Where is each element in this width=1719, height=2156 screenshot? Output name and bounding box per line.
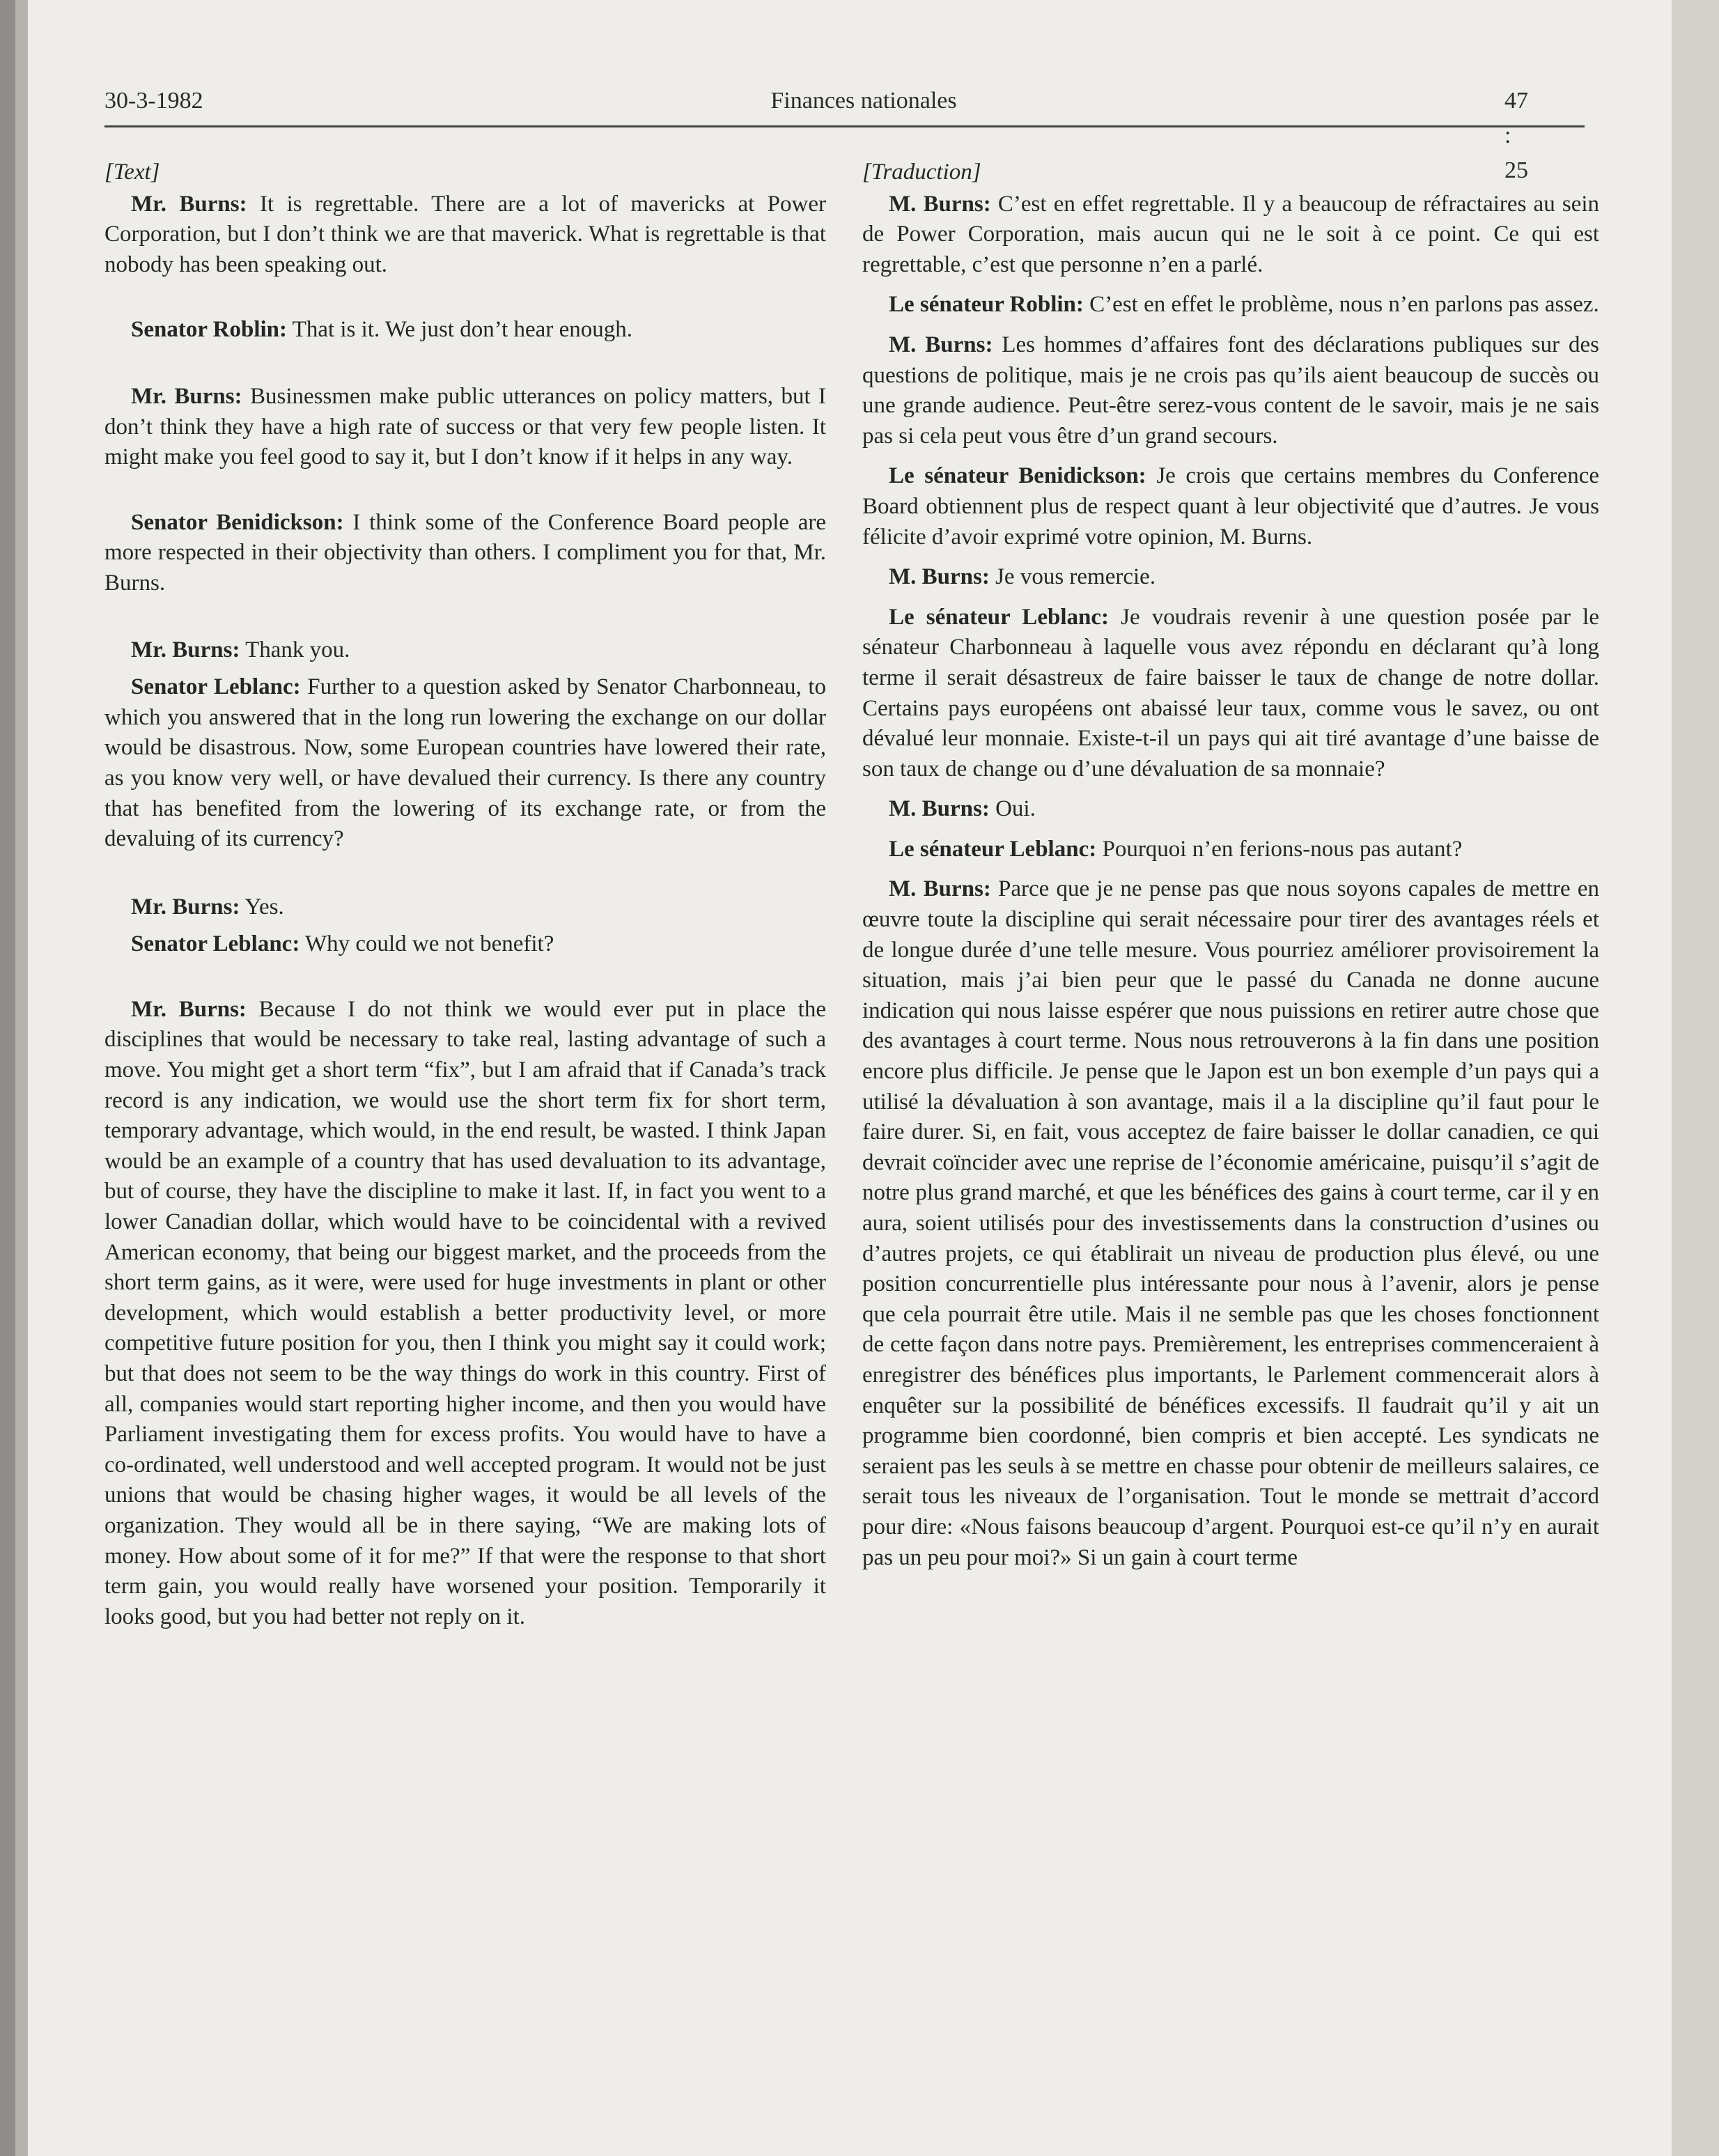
speech-paragraph xyxy=(104,315,826,346)
speech-paragraph xyxy=(862,330,1599,451)
speech-paragraph xyxy=(104,929,826,960)
english-column xyxy=(104,157,826,1632)
speech-text: Pourquoi n’en ferions-nous pas autant? xyxy=(1096,836,1463,862)
french-column xyxy=(862,157,1599,1573)
speech-paragraph xyxy=(104,995,826,1632)
speaker-name: Le sénateur Roblin: xyxy=(889,292,1084,318)
speech-paragraph xyxy=(862,835,1599,865)
speech-paragraph xyxy=(104,508,826,599)
speech-text: Thank you. xyxy=(240,637,350,662)
speech-paragraph xyxy=(862,874,1599,1573)
speech-paragraph xyxy=(862,461,1599,552)
speech-text: Yes. xyxy=(240,894,284,920)
speaker-name: Senator Roblin: xyxy=(131,317,288,343)
speech-text: Because I do not think we would ever put in place the disciplines that would be necessary to take real, lasting advantage of such a move. You might get a short term “fix”, but I am afraid that if Canada’s track record is any indication, we would use the short term fix for short term, temporary advantage, which would, in the end result, be wasted. I think Japan would be an example of a country that has used devaluation to its advantage, but of course, they have the discipline to make it last. If, in fact you went to a lower Canadian dollar, which would have to be coincidental with a revived American economy, that being our biggest market, and the proceeds from the short term gains, as it were, were used for huge investments in plant or other development, which would establish a better productivity level, or more competitive future position for you, then I think you might say it could work; but that does not seem to be the way things do work in this country. First of all, companies would start reporting higher income, and then you would have Parliament investigating them for excess profits. You would have to have a co-ordinated, well understood and well accepted program. It would not be just unions that would be chasing higher wages, it would be all levels of the organization. They would all be in there saying, “We are making lots of money. How about some of it for me?” If that were the response to that short term gain, you would really have worsened your position. Temporarily it looks good, but you had better not reply on it. xyxy=(104,996,826,1629)
header-rule xyxy=(104,125,1585,127)
speech-text: Parce que je ne pense pas que nous soyons capales de mettre en œuvre toute la discipline qui serait nécessaire pour tirer des avantages réels et de longue durée d’une telle mesure. Vous pourriez améliorer provisoirement la situation, mais j’ai bien peur que le passé du Canada ne donne aucune indication qui nous laisse espérer que nous puissions en retirer autre chose que des avantages à court terme. Nous nous retrouverons à la fin dans une position encore plus difficile. Je pense que le Japon est un bon exemple d’un pays qui a utilisé la dévaluation à son avantage, mais il a la discipline qu’il faut pour le faire durer. Si, en fait, vous acceptez de faire baisser le dollar canadien, ce qui devrait coïncider avec une reprise de l’économie américaine, puisqu’il s’agit de notre plus grand marché, et que les bénéfices des gains à court terme, car il y en aura, soient utilisés pour des investissements dans la construction d’usines ou d’autres projets, ce qui établirait un niveau de production plus élevé, ou une position concurrentielle plus intéressante pour nous à l’avenir, alors je pense que cela pourrait être utile. Mais il ne semble pas que les choses fonctionnent de cette façon dans notre pays. Premièrement, les entreprises commenceraient à enregistrer des bénéfices plus importants, le Parlement commencerait alors à enquêter sur la possibilité de bénéfices excessifs. Il faudrait qu’il y ait un programme bien coordonné, bien compris et bien accepté. Les syndicats ne seraient pas les seuls à se mettre en chasse pour obtenir de meilleurs salaires, ce serait tous les niveaux de l’organisation. Tout le monde se mettrait d’accord pour dire: «Nous faisons beaucoup d’argent. Pourquoi est-ce qu’il n’y en aurait pas un peu pour moi?» Si un gain à court terme xyxy=(862,876,1600,1570)
speech-paragraph xyxy=(862,794,1599,825)
speaker-name: Mr. Burns: xyxy=(131,637,240,662)
page-right-edge xyxy=(1672,0,1719,2156)
speaker-name: Mr. Burns: xyxy=(131,996,247,1022)
speaker-name: Le sénateur Leblanc: xyxy=(889,836,1097,862)
speech-paragraph xyxy=(862,562,1599,593)
speech-text: Oui. xyxy=(989,796,1036,822)
speech-text: It is regrettable. There are a lot of mavericks at Power Corporation, but I don’t think we are that maverick. What is regrettable is that nobody has been speaking out. xyxy=(104,191,826,277)
speech-text: Je crois que certains membres du Conference Board obtiennent plus de respect quant à leur objectivité que d’autres. Je vous félicite d’avoir exprimé votre opinion, M. Burns. xyxy=(862,463,1599,550)
speaker-name: Senator Leblanc: xyxy=(131,931,300,957)
speaker-name: M. Burns: xyxy=(889,332,993,357)
speech-text: I think some of the Conference Board people are more respected in their objectivity than others. I compliment you for that, Mr. Burns. xyxy=(104,509,826,596)
speaker-name: Le sénateur Leblanc: xyxy=(889,604,1109,630)
speaker-name: M. Burns: xyxy=(889,796,990,822)
column-label: [Text] xyxy=(104,160,160,185)
speech-text: That is it. We just don’t hear enough. xyxy=(287,317,632,343)
speech-text: C’est en effet regrettable. Il y a beaucoup de réfractaires au sein de Power Corporation, mais aucun qui ne le soit à ce point. Ce qui est regrettable, c’est que personne n’en a parlé. xyxy=(862,191,1600,277)
speaker-name: Mr. Burns: xyxy=(131,383,242,409)
speech-text: Je vous remercie. xyxy=(989,564,1156,590)
speech-text: Businessmen make public utterances on policy matters, but I don’t think they have a high rate of success or that very few people listen. It might make you feel good to say it, but I don’t know if it helps in any way. xyxy=(104,383,826,470)
speaker-name: Mr. Burns: xyxy=(131,191,247,217)
binding-shadow xyxy=(15,0,28,2156)
speaker-name: Le sénateur Benidickson: xyxy=(889,463,1146,489)
speech-paragraph xyxy=(104,189,826,281)
speech-paragraph xyxy=(104,635,826,666)
binding-edge xyxy=(0,0,15,2156)
speaker-name: M. Burns: xyxy=(889,876,991,902)
speech-text: Why could we not benefit? xyxy=(300,931,554,957)
speech-paragraph xyxy=(862,189,1599,281)
speech-paragraph xyxy=(104,672,826,855)
speech-paragraph xyxy=(104,892,826,923)
speech-paragraph xyxy=(862,603,1599,785)
speech-text: Further to a question asked by Senator Charbonneau, to which you answered that in the long run lowering the exchange on our dollar would be disastrous. Now, some European countries have lowered their rate, as you know very well, or have devalued their currency. Is there any country that has benefited from the lowering of its exchange rate, or from the devaluing of its currency? xyxy=(104,674,827,852)
speaker-name: Senator Benidickson: xyxy=(131,509,344,535)
column-label: [Traduction] xyxy=(862,160,981,185)
header-title: Finances nationales xyxy=(770,88,957,114)
speaker-name: Senator Leblanc: xyxy=(131,674,301,700)
speech-paragraph xyxy=(104,382,826,473)
header-date: 30-3-1982 xyxy=(104,88,203,114)
speaker-name: Mr. Burns: xyxy=(131,894,240,920)
speech-text: C’est en effet le problème, nous n’en parlons pas assez. xyxy=(1083,292,1599,318)
speaker-name: M. Burns: xyxy=(889,564,990,590)
speaker-name: M. Burns: xyxy=(889,191,991,217)
speech-text: Je voudrais revenir à une question posée par le sénateur Charbonneau à laquelle vous avez répondu en déclarant qu’à long terme il serait désastreux de faire baisser le taux de change de notre dollar. Certains pays européens ont abaissé leur taux, comme vous le savez, ou ont dévalué leur monnaie. Existe-t-il un pays qui ait tiré avantage d’une baisse de son taux de change ou d’une dévaluation de sa monnaie? xyxy=(862,604,1599,782)
speech-text: Les hommes d’affaires font des déclarations publiques sur des questions de politique, mais je ne crois pas qu’ils aient beaucoup de succès ou une grande audience. Peut-être serez-vous content de le savoir, mais je ne sais pas si cela peut vous être d’un grand secours. xyxy=(862,332,1599,449)
speech-paragraph xyxy=(862,290,1599,320)
